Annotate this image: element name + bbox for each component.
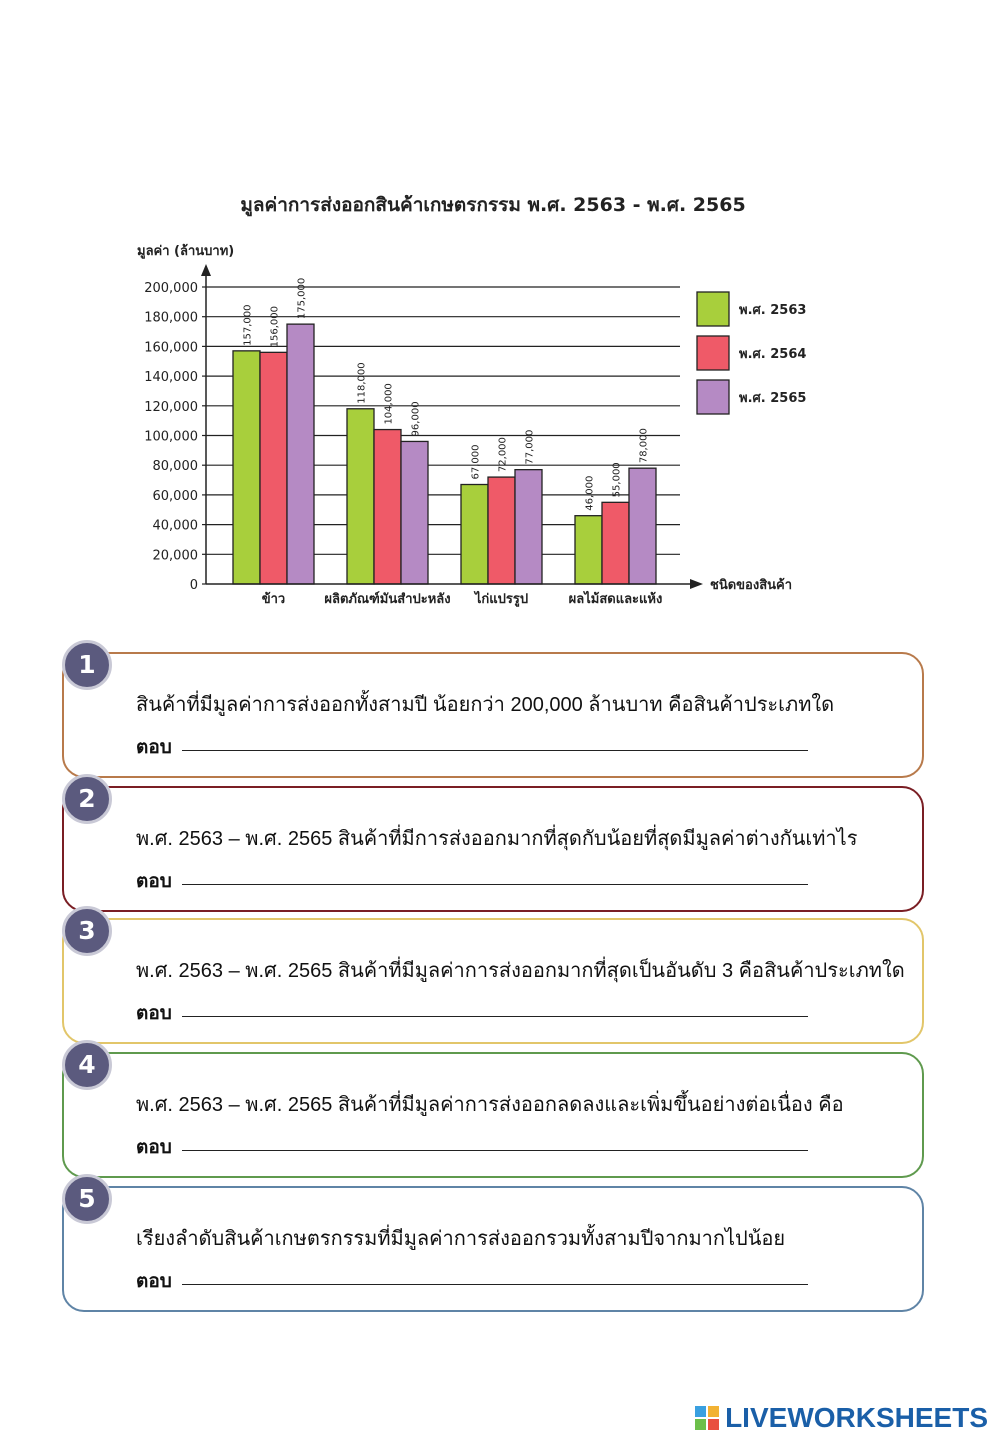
bar: [374, 430, 401, 584]
y-tick-label: 120,000: [144, 399, 198, 415]
question-box-3: [62, 918, 924, 1044]
x-axis-label: ชนิดของสินค้า: [710, 578, 793, 593]
bar-data-label: 118,000: [356, 362, 368, 404]
answer-line[interactable]: [182, 1284, 808, 1285]
bar-chart: [0, 0, 1000, 640]
x-tick-label: ข้าว: [261, 592, 286, 607]
chart-title: มูลค่าการส่งออกสินค้าเกษตรกรรม พ.ศ. 2563 - พ.ศ. 2565: [240, 194, 746, 216]
y-tick-label: 200,000: [144, 281, 198, 296]
bar-data-label: 96,000: [410, 401, 422, 437]
y-tick-label: 20,000: [152, 548, 198, 564]
question-number-badge: 4: [62, 1040, 112, 1090]
bar: [515, 470, 542, 584]
bar: [233, 351, 260, 584]
answer-label: ตอบ: [136, 1137, 172, 1158]
answer-line[interactable]: [182, 1016, 808, 1017]
logo-grid-icon: [695, 1406, 719, 1430]
question-text: พ.ศ. 2563 – พ.ศ. 2565 สินค้าที่มีมูลค่าการส่งออกลดลงและเพิ่มขึ้นอย่างต่อเนื่อง คือ: [136, 1094, 844, 1116]
question-text: พ.ศ. 2563 – พ.ศ. 2565 สินค้าที่มีมูลค่าการส่งออกมากที่สุดเป็นอันดับ 3 คือสินค้าประเภทใด: [136, 960, 905, 982]
y-tick-label: 40,000: [152, 518, 198, 534]
bar: [287, 324, 314, 584]
question-text: พ.ศ. 2563 – พ.ศ. 2565 สินค้าที่มีการส่งออกมากที่สุดกับน้อยที่สุดมีมูลค่าต่างกันเท่าไร: [136, 828, 858, 850]
x-tick-label: ผลิตภัณฑ์มันสำปะหลัง: [324, 592, 451, 607]
legend-label: พ.ศ. 2565: [739, 391, 807, 406]
y-tick-label: 60,000: [152, 488, 198, 504]
bar-data-label: 156,000: [269, 305, 281, 348]
y-tick-label: 0: [189, 578, 198, 593]
answer-label: ตอบ: [136, 737, 172, 758]
liveworksheets-logo: [695, 1402, 988, 1434]
question-box-1: [62, 652, 924, 778]
legend-swatch: [697, 336, 729, 370]
y-axis-label: มูลค่า (ล้านบาท): [137, 244, 235, 259]
x-axis-arrow: [690, 579, 703, 589]
y-tick-label: 160,000: [144, 340, 198, 356]
bar-data-label: 72,000: [497, 437, 509, 473]
bar-data-label: 67,000: [470, 444, 482, 480]
question-number-badge: 1: [62, 640, 112, 690]
x-tick-label: ผลไม้สดและแห้ง: [568, 592, 663, 607]
bar: [488, 477, 515, 584]
legend-label: พ.ศ. 2564: [739, 347, 807, 362]
question-box-2: [62, 786, 924, 912]
bar: [401, 441, 428, 584]
brand-text: LIVEWORKSHEETS: [725, 1402, 988, 1433]
question-text: สินค้าที่มีมูลค่าการส่งออกทั้งสามปี น้อยกว่า 200,000 ล้านบาท คือสินค้าประเภทใด: [136, 694, 835, 716]
answer-label: ตอบ: [136, 871, 172, 892]
bar: [260, 352, 287, 584]
legend-swatch: [697, 380, 729, 414]
answer-line[interactable]: [182, 750, 808, 751]
question-box-5: [62, 1186, 924, 1312]
bar: [461, 485, 488, 584]
question-number-badge: 5: [62, 1174, 112, 1224]
question-box-4: [62, 1052, 924, 1178]
y-tick-label: 80,000: [152, 459, 198, 475]
bar: [347, 409, 374, 584]
bar-data-label: 175,000: [296, 277, 308, 320]
y-axis-arrow: [201, 264, 211, 276]
answer-line[interactable]: [182, 1150, 808, 1151]
y-tick-label: 100,000: [144, 429, 198, 445]
answer-line[interactable]: [182, 884, 808, 885]
bar-data-label: 55,000: [611, 462, 623, 498]
question-text: เรียงลำดับสินค้าเกษตรกรรมที่มีมูลค่าการส่งออกรวมทั้งสามปีจากมากไปน้อย: [136, 1228, 786, 1250]
bar-data-label: 157,000: [242, 304, 254, 346]
y-tick-label: 140,000: [144, 370, 198, 386]
question-number-badge: 2: [62, 774, 112, 824]
bar-data-label: 77,000: [524, 429, 536, 465]
answer-label: ตอบ: [136, 1003, 172, 1024]
legend-label: พ.ศ. 2563: [739, 303, 807, 318]
bar-data-label: 46,000: [584, 475, 596, 511]
legend-swatch: [697, 292, 729, 326]
question-number-badge: 3: [62, 906, 112, 956]
bar-data-label: 78,000: [638, 428, 650, 464]
answer-label: ตอบ: [136, 1271, 172, 1292]
bar-data-label: 104,000: [383, 383, 395, 425]
bar: [602, 502, 629, 584]
x-tick-label: ไก่แปรรูป: [474, 592, 529, 607]
y-tick-label: 180,000: [144, 310, 198, 326]
bar: [575, 516, 602, 584]
bar: [629, 468, 656, 584]
